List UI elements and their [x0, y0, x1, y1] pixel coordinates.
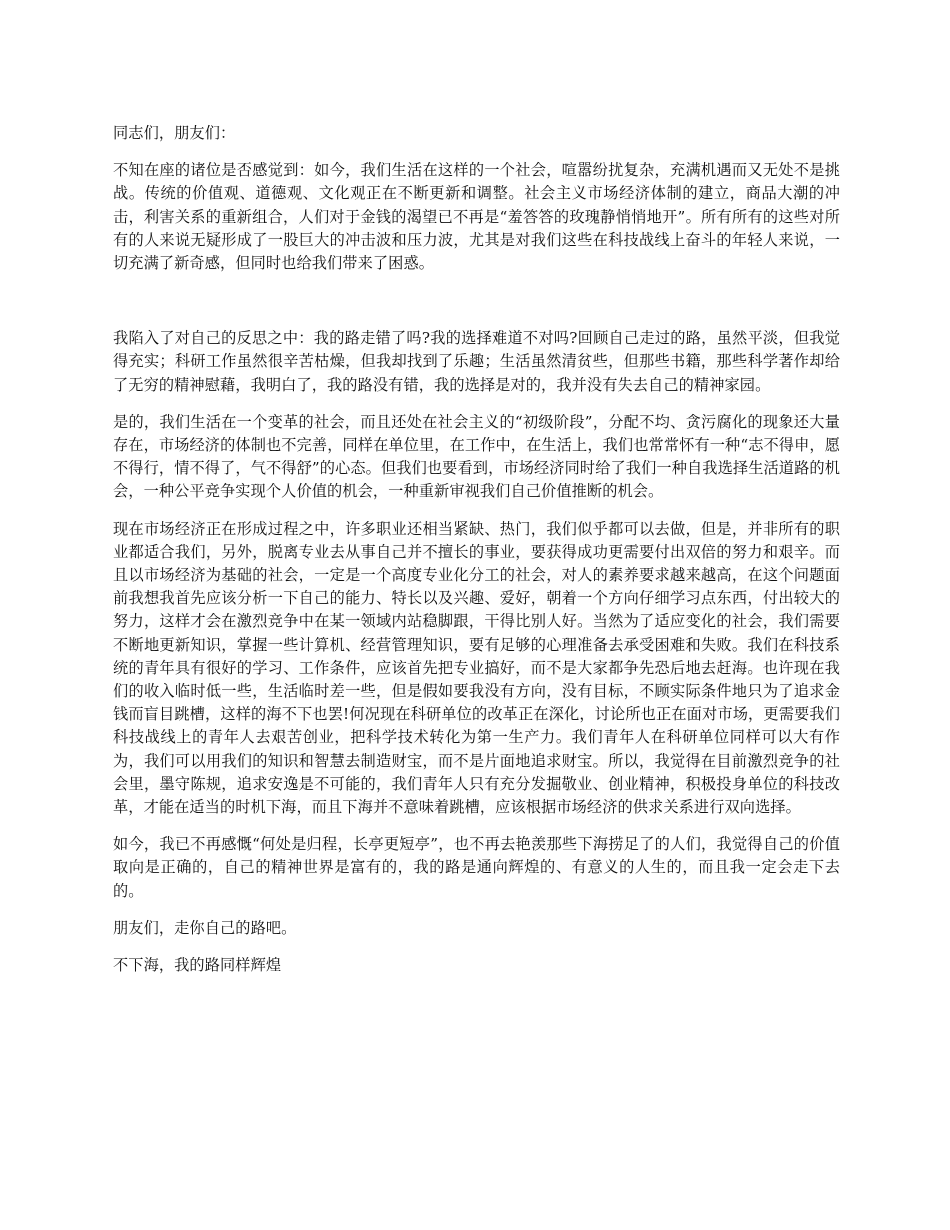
speech-title: 不下海，我的路同样辉煌 — [113, 956, 282, 975]
paragraph-1: 不知在座的诸位是否感觉到：如今，我们生活在这样的一个社会，喧嚣纷扰复杂，充满机遇而又无处不是挑战。传统的价值观、道德观、文化观正在不断更新和调整。社会主义市场经济体制的建立，商品大潮的冲击，利害关系的重新组合，人们对于金钱的渴望已不再是“羞答答的玫瑰静悄悄地开”。所有所有的这些对所有的人来说无疑形成了一股巨大的冲击波和压力波，尤其是对我们这些在科技战线上奋斗的年轻人来说，一切充满了新奇感，但同时也给我们带来了困惑。 — [113, 161, 840, 273]
greeting: 同志们，朋友们： — [113, 124, 236, 142]
paragraph-gap — [113, 275, 840, 327]
document-body — [113, 122, 840, 977]
closing-line: 朋友们，走你自己的路吧。 — [113, 918, 297, 937]
paragraph-2: 我陷入了对自己的反思之中：我的路走错了吗?我的选择难道不对吗?回顾自己走过的路，虽然平淡，但我觉得充实；科研工作虽然很辛苦枯燥，但我却找到了乐趣；生活虽然清贫些，但那些书籍，那些科学著作却给了无穷的精神慰藉，我明白了，我的路没有错，我的选择是对的，我并没有失去自己的精神家园。 — [113, 329, 840, 394]
paragraph-3: 是的，我们生活在一个变革的社会，而且还处在社会主义的“初级阶段”，分配不均、贪污腐化的现象还大量存在，市场经济的体制也不完善，同样在单位里，在工作中，在生活上，我们也常常怀有一种“志不得申，愿不得行，情不得了，气不得舒”的心态。但我们也要看到，市场经济同时给了我们一种自我选择生活道路的机会，一种公平竞争实现个人价值的机会，一种重新审视我们自己价值推断的机会。 — [113, 412, 840, 501]
paragraph-4: 现在市场经济正在形成过程之中，许多职业还相当紧缺、热门，我们似乎都可以去做，但是，并非所有的职业都适合我们，另外，脱离专业去从事自己并不擅长的事业，要获得成功更需要付出双倍的努力和艰辛。而且以市场经济为基础的社会，一定是一个高度专业化分工的社会，对人的素养要求越来越高，在这个问题面前我想我首先应该分析一下自己的能力、特长以及兴趣、爱好，朝着一个方向仔细学习点东西，付出较大的努力，这样才会在激烈竞争中在某一领域内站稳脚跟，干得比别人好。当然为了适应变化的社会，我们需要不断地更新知识，掌握一些计算机、经营管理知识，要有足够的心理准备去承受困难和失败。我们在科技系统的青年具有很好的学习、工作条件，应该首先把专业搞好，而不是大家都争先恐后地去赶海。也许现在我们的收入临时低一些，生活临时差一些，但是假如要我没有方向，没有目标，不顾实际条件地只为了追求金钱而盲目跳槽，这样的海不下也罢!何况现在科研单位的改革正在深化，讨论所也正在面对市场，更需要我们科技战线上的青年人去艰苦创业，把科学技术转化为第一生产力。我们青年人在科研单位同样可以大有作为，我们可以用我们的知识和智慧去制造财宝，而不是片面地追求财宝。所以，我觉得在目前激烈竞争的社会里，墨守陈规，追求安逸是不可能的，我们青年人只有充分发掘敬业、创业精神，积极投身单位的科技改革，才能在适当的时机下海，而且下海并不意味着跳槽，应该根据市场经济的供求关系进行双向选择。 — [113, 519, 840, 817]
paragraph-5: 如今，我已不再感慨“何处是归程，长亭更短亭”，也不再去艳羡那些下海捞足了的人们，我觉得自己的价值取向是正确的，自己的精神世界是富有的，我的路是通向辉煌的、有意义的人生的，而且我一定会走下去的。 — [113, 835, 840, 900]
